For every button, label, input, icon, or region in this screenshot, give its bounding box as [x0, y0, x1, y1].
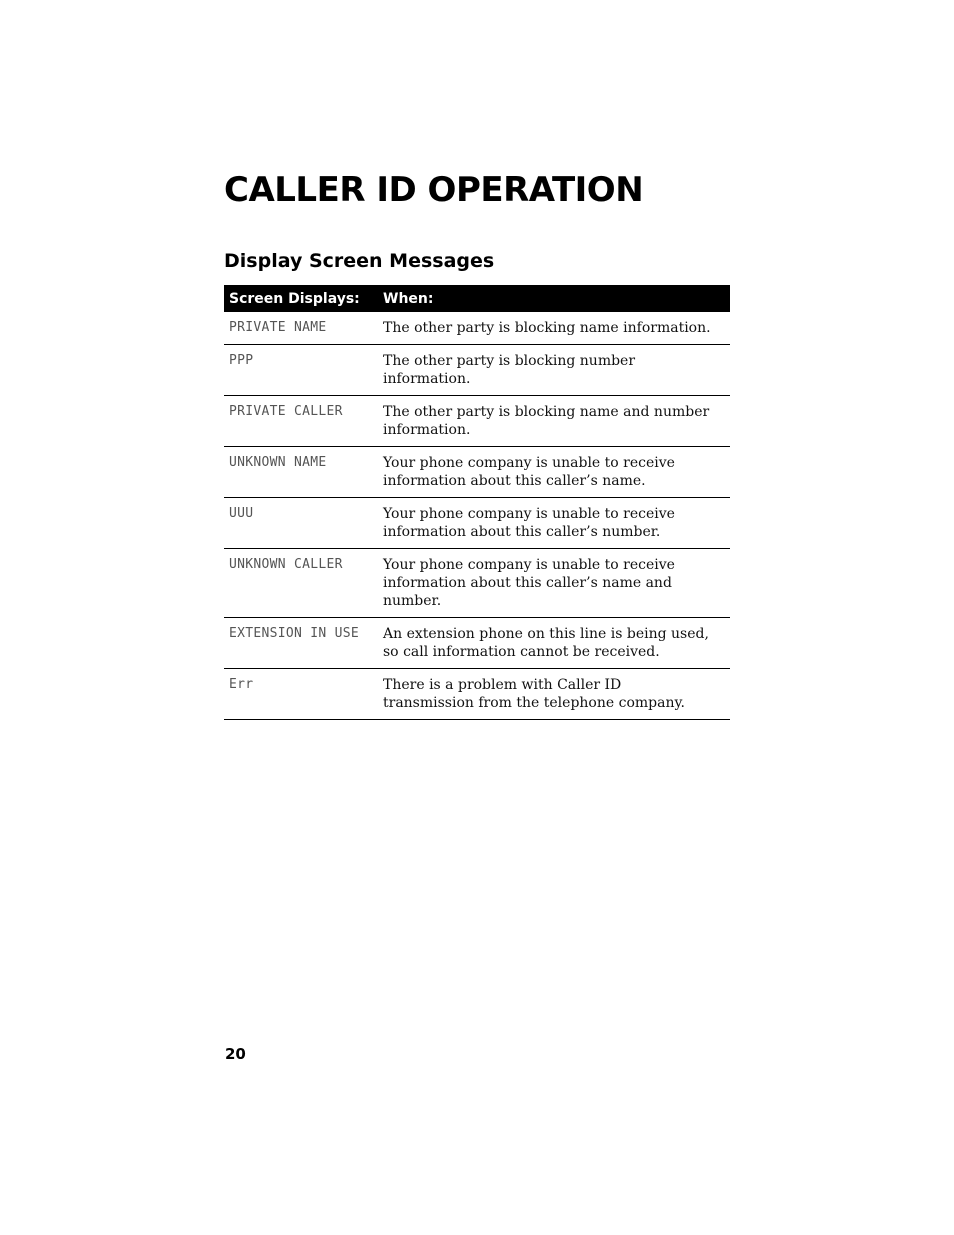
display-description: There is a problem with Caller ID transmission from the telephone company.: [378, 669, 730, 720]
table-header-row: [224, 285, 730, 312]
table-row: [224, 312, 730, 345]
table-row: [224, 549, 730, 618]
screen-display-code: Err: [224, 669, 378, 720]
header-screen-displays: Screen Displays:: [224, 285, 378, 312]
display-description: An extension phone on this line is being used, so call information cannot be received.: [378, 618, 730, 669]
screen-display-code: EXTENSION IN USE: [224, 618, 378, 669]
page-title: CALLER ID OPERATION: [224, 170, 644, 210]
table-row: [224, 669, 730, 720]
screen-display-code: UUU: [224, 498, 378, 549]
table-row: [224, 447, 730, 498]
page-number: 20: [225, 1045, 246, 1063]
table-row: [224, 498, 730, 549]
screen-display-code: UNKNOWN NAME: [224, 447, 378, 498]
display-description: The other party is blocking name information.: [378, 312, 730, 345]
display-description: Your phone company is unable to receive information about this caller’s number.: [378, 498, 730, 549]
display-description: Your phone company is unable to receive information about this caller’s name and number.: [378, 549, 730, 618]
table-row: [224, 396, 730, 447]
table-header: [224, 285, 730, 312]
section-title: Display Screen Messages: [224, 250, 495, 272]
header-when: When:: [378, 285, 730, 312]
screen-display-code: PPP: [224, 345, 378, 396]
screen-display-code: PRIVATE NAME: [224, 312, 378, 345]
display-description: The other party is blocking name and number information.: [378, 396, 730, 447]
screen-messages-table: [224, 285, 730, 720]
display-description: The other party is blocking number information.: [378, 345, 730, 396]
table-row: [224, 345, 730, 396]
screen-display-code: PRIVATE CALLER: [224, 396, 378, 447]
table-row: [224, 618, 730, 669]
screen-display-code: UNKNOWN CALLER: [224, 549, 378, 618]
display-description: Your phone company is unable to receive information about this caller’s name.: [378, 447, 730, 498]
table-body: [224, 312, 730, 720]
